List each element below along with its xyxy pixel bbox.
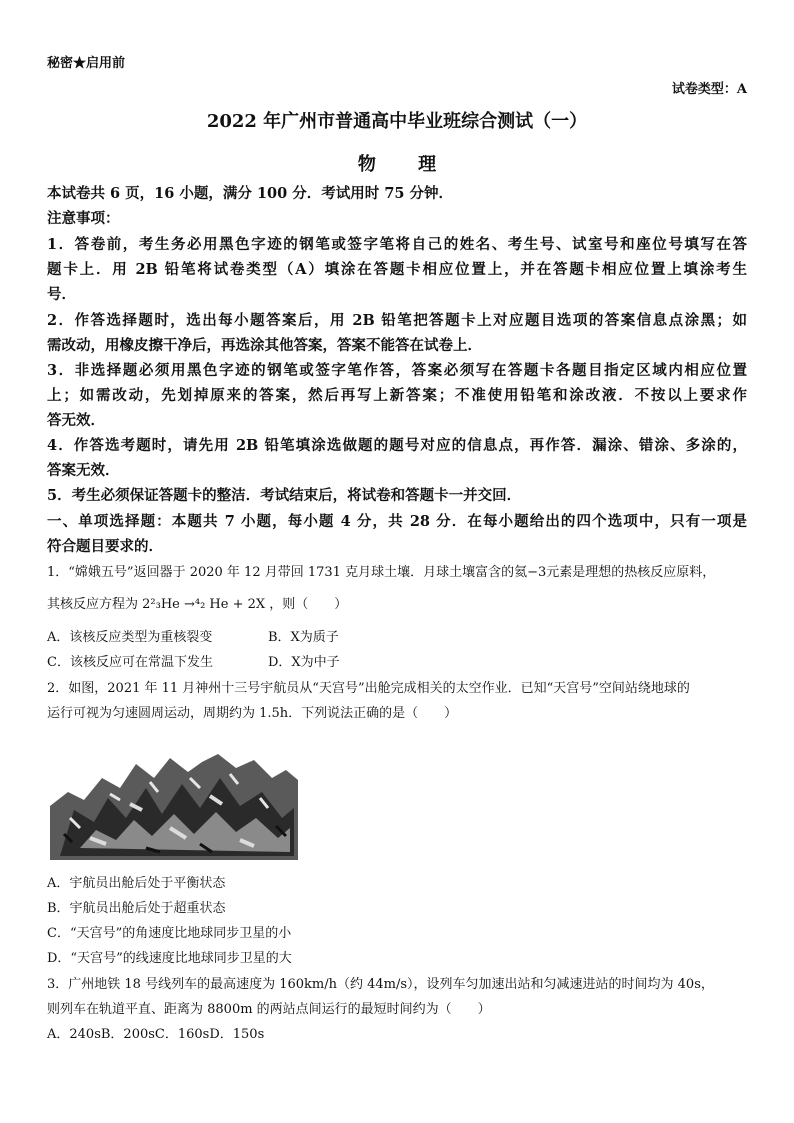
- astronaut-photo: [50, 748, 298, 860]
- note-3-line-3: 答无效．: [47, 412, 105, 429]
- q2-option-d: D．“天宫号”的线速度比地球同步卫星的大: [47, 951, 292, 966]
- note-5-line-1: 5．考生必须保证答题卡的整洁．考试结束后，将试卷和答题卡一并交回．: [47, 487, 522, 504]
- q1-option-c: C．该核反应可在常温下发生: [47, 655, 213, 670]
- q1-option-b: B．X为质子: [268, 630, 339, 645]
- note-4-line-1: 4．作答选考题时，请先用 2B 铅笔填涂选做题的题号对应的信息点，再作答．漏涂、错涂、多涂的，: [47, 437, 747, 454]
- section1-line-2: 符合题目要求的．: [47, 538, 163, 555]
- note-4-line-2: 答案无效．: [47, 462, 120, 479]
- q2-option-b: B．宇航员出舱后处于超重状态: [47, 901, 226, 916]
- q1-option-a: A．该核反应类型为重核裂变: [47, 630, 213, 645]
- q1-line-1: 1．“嫦娥五号”返回器于 2020 年 12 月带回 1731 克月球土壤．月球土壤富含的氦−3元素是理想的热核反应原料，: [47, 565, 716, 580]
- note-3-line-2: 上；如需改动，先划掉原来的答案，然后再写上新答案；不准使用铅笔和涂改液．不按以上要求作: [47, 387, 747, 404]
- note-2-line-2: 需改动，用橡皮擦干净后，再选涂其他答案，答案不能答在试卷上．: [47, 337, 482, 354]
- q3-line-1: 3．广州地铁 18 号线列车的最高速度为 160km/h（约 44m/s），设列车匀加速出站和匀减速进站的时间均为 40s，: [47, 977, 714, 992]
- q1-line-2: 其核反应方程为 2²₃He →⁴₂ He + 2X ，则（ ）: [47, 597, 348, 612]
- q2-line-1: 2．如图，2021 年 11 月神州十三号宇航员从“天宫号”出舱完成相关的太空作业．已知“天宫号”空间站绕地球的: [47, 681, 690, 696]
- note-1-line-2: 题卡上．用 2B 铅笔将试卷类型（A）填涂在答题卡相应位置上，并在答题卡相应位置上填涂考生: [47, 261, 747, 278]
- note-3-line-1: 3．非选择题必须用黑色字迹的钢笔或签字笔作答，答案必须写在答题卡各题目指定区域内相应位置: [47, 362, 747, 379]
- notes-heading: 注意事项：: [47, 210, 120, 227]
- q3-line-2: 则列车在轨道平直、距离为 8800m 的两站点间运行的最短时间约为（ ）: [47, 1002, 491, 1017]
- q2-line-2: 运行可视为匀速圆周运动，周期约为 1.5h．下列说法正确的是（ ）: [47, 706, 458, 721]
- q1-option-d: D．X为中子: [268, 655, 340, 670]
- q2-option-a: A．宇航员出舱后处于平衡状态: [47, 876, 226, 891]
- note-1-line-1: 1．答卷前，考生务必用黑色字迹的钢笔或签字笔将自己的姓名、考生号、试室号和座位号填写在答: [47, 236, 747, 253]
- intro-line: 本试卷共 6 页，16 小题，满分 100 分．考试用时 75 分钟．: [47, 185, 454, 202]
- q2-option-c: C．“天宫号”的角速度比地球同步卫星的小: [47, 926, 292, 941]
- q3-options: A．240sB．200sC．160sD．150s: [47, 1027, 265, 1042]
- subject-heading: 物 理: [357, 154, 455, 175]
- section1-line-1: 一、单项选择题：本题共 7 小题，每小题 4 分，共 28 分．在每小题给出的四个选项中，只有一项是: [47, 513, 747, 530]
- exam-title: 2022 年广州市普通高中毕业班综合测试（一）: [206, 111, 588, 132]
- note-2-line-1: 2．作答选择题时，选出每小题答案后，用 2B 铅笔把答题卡上对应题目选项的答案信息点涂黑；如: [47, 312, 747, 329]
- note-1-line-3: 号．: [47, 286, 76, 303]
- secret-label: 秘密★启用前: [47, 56, 126, 71]
- paper-type: 试卷类型：A: [671, 82, 747, 97]
